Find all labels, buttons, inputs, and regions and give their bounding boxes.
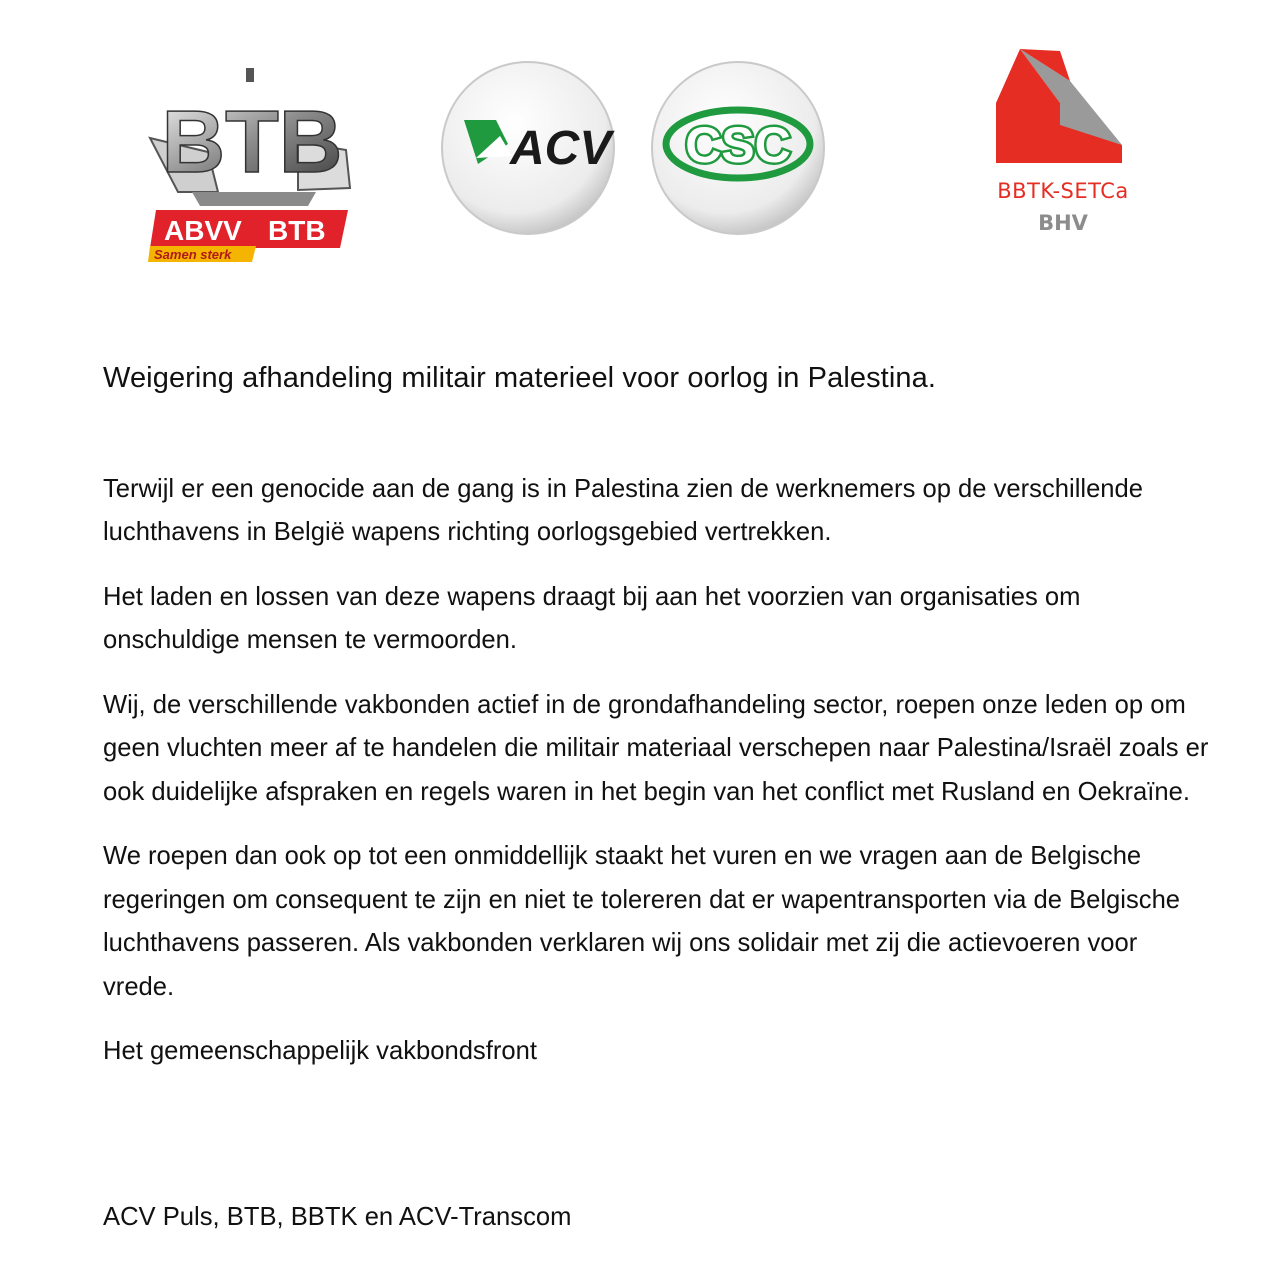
- svg-text:ABVV: ABVV: [164, 215, 242, 246]
- bbtk-setca-logo: [980, 45, 1150, 245]
- paragraph-2: Het laden en lossen van deze wapens draagt bij aan het voorzien van organisaties om onschuldige mensen te vermoorden.: [103, 582, 1081, 655]
- bbtk-name: BBTK-SETCa: [997, 179, 1129, 203]
- paragraph-3: Wij, de verschillende vakbonden actief in de grondafhandeling sector, roepen onze leden op om geen vluchten meer af te handelen die militair materiaal verschepen naar Palestina/Israël zoals er ook duidelijke afspraken en regels waren in het begin van het conflict met Rusland en Oekraïne.: [103, 690, 1209, 806]
- csc-button-emblem: [648, 60, 828, 240]
- letter-signoff: Het gemeenschappelijk vakbondsfront: [103, 1037, 537, 1066]
- svg-text:BTB: BTB: [161, 92, 343, 191]
- acv-logo: [438, 60, 618, 240]
- svg-text:Samen sterk: Samen sterk: [154, 247, 232, 262]
- paragraph-4: We roepen dan ook op tot een onmiddellijk staakt het vuren en we vragen aan de Belgische regeringen om consequent te zijn en niet te tolereren dat er wapentransporten via de Belgische luchthavens passeren. Als vakbonden verklaren wij ons solidair met zij die actievoeren voor vrede.: [103, 842, 1181, 1001]
- svg-text:ACV: ACV: [510, 122, 612, 175]
- svg-text:BTB: BTB: [268, 215, 326, 246]
- letter-title: Weigering afhandeling militair materieel voor oorlog in Palestina.: [103, 362, 937, 394]
- letter-body: [103, 360, 1213, 1074]
- logo-bar: [0, 0, 1288, 300]
- csc-logo: [648, 60, 828, 240]
- paragraph-1: Terwijl er een genocide aan de gang is in Palestina zien de werknemers op de verschillende luchthavens in België wapens richting oorlogsgebied vertrekken.: [103, 474, 1144, 547]
- bbtk-region: BHV: [1038, 211, 1088, 235]
- letter-signatories: ACV Puls, BTB, BBTK en ACV-Transcom: [103, 1203, 572, 1231]
- abvv-btb-logo: [148, 60, 358, 270]
- abvv-btb-emblem: [148, 60, 358, 270]
- acv-button-emblem: [438, 60, 618, 240]
- svg-text:CSC: CSC: [685, 117, 791, 173]
